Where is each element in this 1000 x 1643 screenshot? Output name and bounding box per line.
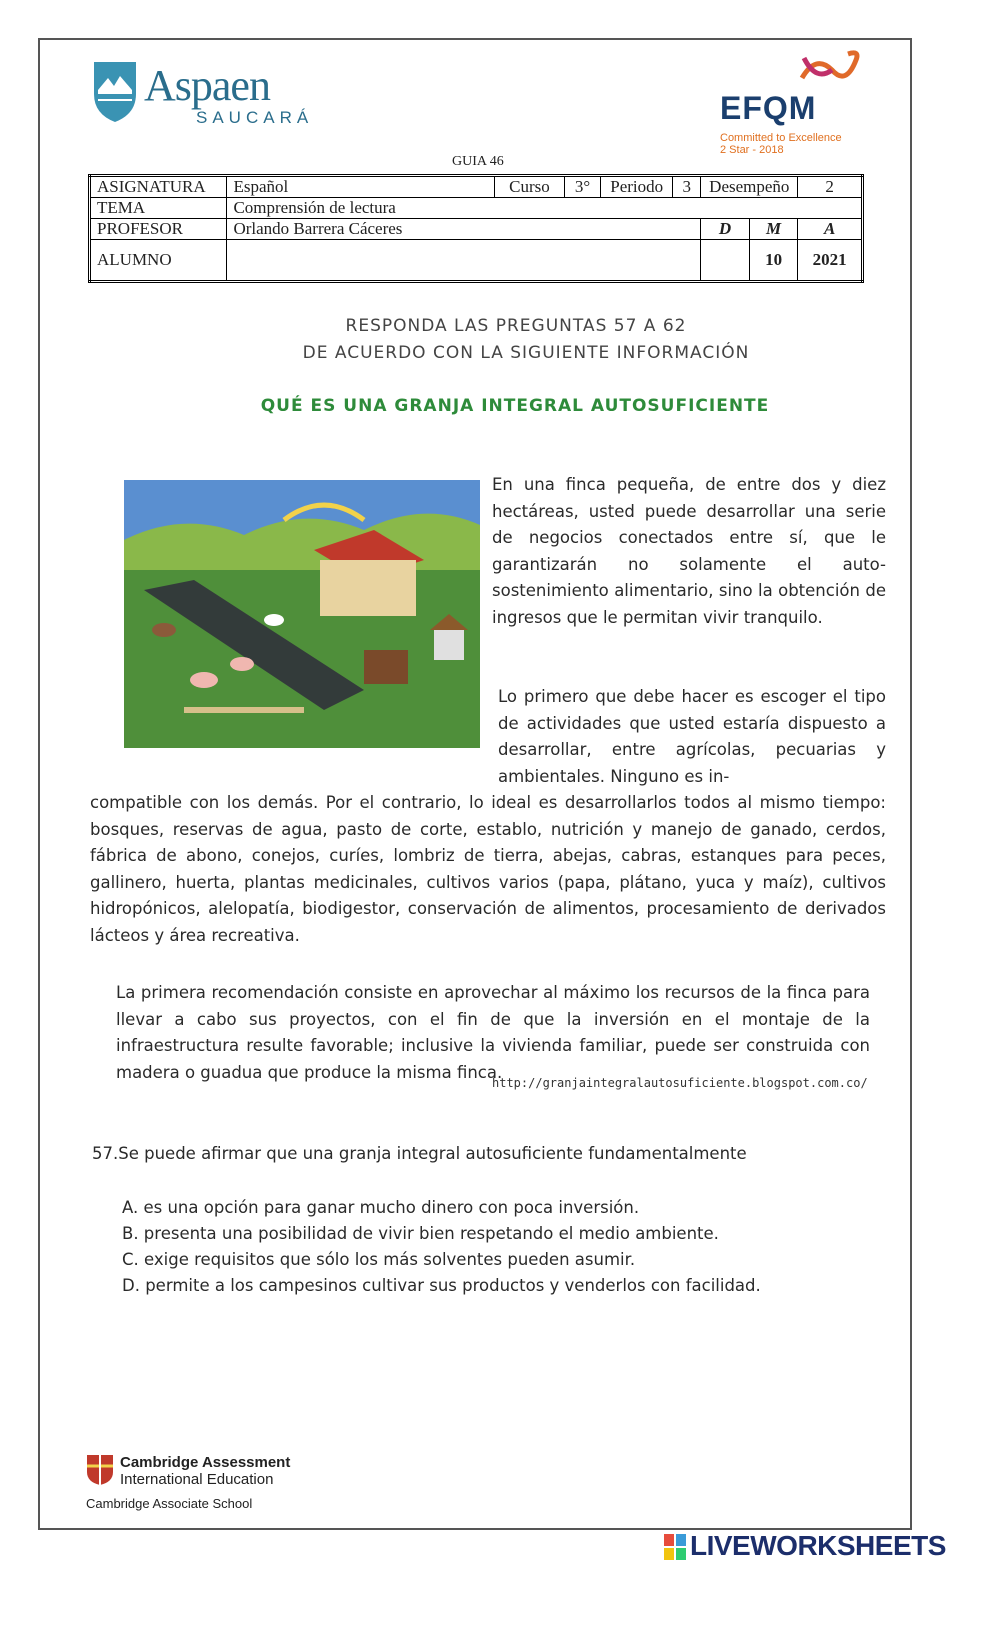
option-c[interactable]: C. exige requisitos que sólo los más solventes pueden asumir. bbox=[122, 1250, 636, 1269]
curso-value: 3° bbox=[564, 176, 600, 198]
asignatura-label: ASIGNATURA bbox=[90, 176, 227, 198]
cambridge-logo bbox=[86, 1454, 296, 1524]
aspaen-shield-icon bbox=[92, 60, 138, 124]
desempeno-label: Desempeño bbox=[701, 176, 798, 198]
tema-label: TEMA bbox=[90, 198, 227, 219]
question-57: 57.Se puede afirmar que una granja integral autosuficiente fundamentalmente bbox=[92, 1144, 747, 1163]
profesor-label: PROFESOR bbox=[90, 219, 227, 240]
year-value: 2021 bbox=[798, 240, 863, 282]
option-d[interactable]: D. permite a los campesinos cultivar sus productos y venderlos con facilidad. bbox=[122, 1276, 761, 1295]
year-label: A bbox=[798, 219, 863, 240]
month-label: M bbox=[749, 219, 798, 240]
school-name: Aspaen bbox=[144, 61, 270, 110]
instruction-line-2: DE ACUERDO CON LA SIGUIENTE INFORMACIÓN bbox=[302, 343, 750, 363]
efqm-ribbon-icon bbox=[720, 48, 870, 92]
paragraph-1: En una finca pequeña, de entre dos y diez hectáreas, usted puede desarrollar una serie de negocios conectados entre sí, que le garantizarán no solamente el auto-sostenimiento alimentario, sino la obtención de ingresos que le permitan vivir tranquilo. bbox=[492, 475, 886, 627]
reading-title: QUÉ ES UNA GRANJA INTEGRAL AUTOSUFICIENTE bbox=[260, 396, 770, 416]
desempeno-value: 2 bbox=[798, 176, 863, 198]
profesor-value: Orlando Barrera Cáceres bbox=[227, 219, 701, 240]
school-subname: SAUCARÁ bbox=[196, 108, 314, 127]
month-value: 10 bbox=[749, 240, 798, 282]
guia-number: GUIA 46 bbox=[452, 154, 504, 169]
cambridge-shield-icon bbox=[86, 1454, 114, 1486]
liveworksheets-icon bbox=[664, 1534, 686, 1560]
source-url: http://granjaintegralautosuficiente.blogspot.com.co/ bbox=[492, 1076, 868, 1090]
efqm-logo bbox=[720, 48, 870, 158]
efqm-tagline: Committed to Excellence bbox=[720, 132, 842, 144]
tema-value: Comprensión de lectura bbox=[227, 198, 863, 219]
liveworksheets-logo[interactable] bbox=[664, 1530, 954, 1564]
cambridge-line-3: Cambridge Associate School bbox=[86, 1496, 253, 1511]
alumno-value[interactable] bbox=[227, 240, 701, 282]
info-table bbox=[88, 174, 864, 283]
day-label: D bbox=[701, 219, 750, 240]
efqm-name: EFQM bbox=[720, 90, 817, 126]
liveworksheets-text: LIVEWORKSHEETS bbox=[690, 1530, 946, 1561]
alumno-label: ALUMNO bbox=[90, 240, 227, 282]
instruction-line-1: RESPONDA LAS PREGUNTAS 57 A 62 bbox=[345, 316, 687, 336]
paragraph-3: La primera recomendación consiste en aprovechar al máximo los recursos de la finca para llevar a cabo sus proyectos, con el fin de que la inversión en el montaje de la infraestructura resulte favorable; inclusive la vivienda familiar, puede ser construida con madera o guadua que produce la misma finca. bbox=[116, 983, 870, 1082]
option-a[interactable]: A. es una opción para ganar mucho dinero con poca inversión. bbox=[122, 1198, 640, 1217]
periodo-label: Periodo bbox=[601, 176, 673, 198]
paragraph-2-top: Lo primero que debe hacer es escoger el tipo de actividades que usted estaría dispuesto a desarrollar, entre agrícolas, pecuarias y ambientales. Ninguno es in- bbox=[498, 687, 886, 786]
farm-illustration bbox=[124, 480, 480, 748]
curso-label: Curso bbox=[495, 176, 565, 198]
paragraph-2-bottom: compatible con los demás. Por el contrario, lo ideal es desarrollarlos todos al mismo tiempo: bosques, reservas de agua, pasto de corte, establo, nutrición y manejo de ganado, cerdos, fábrica de abono, conejos, curíes, lombriz de tierra, abejas, cabras, estanques para peces, gallinero, huerta, plantas medicinales, cultivos varios (papa, plátano, yuca y maíz), cultivos hidropónicos, alelopatía, biodigestor, conservación de alimentos, procesamiento de derivados lácteos y área recreativa. bbox=[90, 793, 886, 945]
asignatura-value: Español bbox=[227, 176, 495, 198]
option-b[interactable]: B. presenta una posibilidad de vivir bien respetando el medio ambiente. bbox=[122, 1224, 719, 1243]
cambridge-line-2: International Education bbox=[120, 1471, 274, 1488]
periodo-value: 3 bbox=[673, 176, 701, 198]
cambridge-line-1: Cambridge Assessment bbox=[120, 1454, 291, 1471]
aspaen-logo bbox=[92, 60, 332, 130]
efqm-star: 2 Star - 2018 bbox=[720, 144, 784, 156]
day-value bbox=[701, 240, 750, 282]
